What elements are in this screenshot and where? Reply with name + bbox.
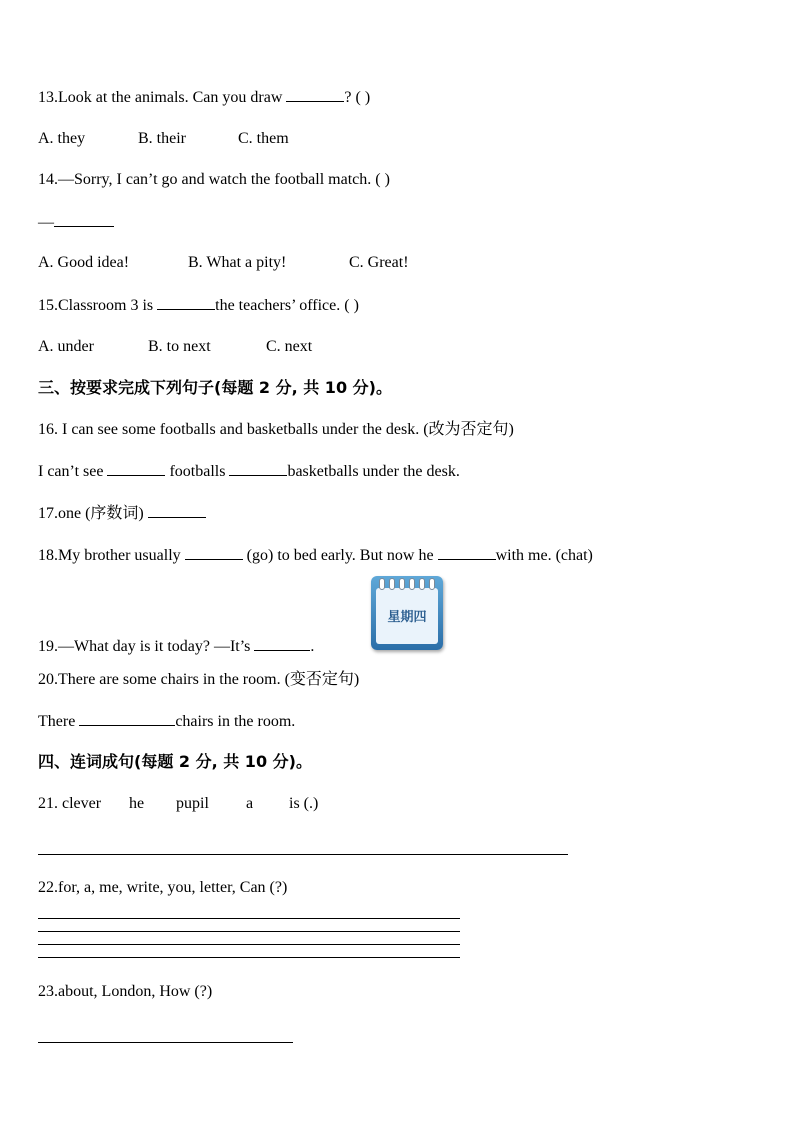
answer-line[interactable] <box>38 1042 293 1043</box>
answer-blank[interactable] <box>229 461 287 476</box>
option-b: B. their <box>138 130 186 147</box>
word-token: pupil <box>176 795 209 812</box>
answer-blank[interactable] <box>148 503 206 518</box>
question-20: 20.There are some chairs in the room. (变否定句) <box>38 671 360 688</box>
question-21: 21. clever he pupil a is (.) <box>38 795 319 812</box>
answer-blank[interactable] <box>286 87 344 102</box>
answer-blank[interactable] <box>157 295 215 310</box>
question-14-options <box>38 253 409 273</box>
question-17: 17.one (序数词) <box>38 503 206 524</box>
answer-line[interactable] <box>38 854 568 855</box>
question-13-options <box>38 129 289 149</box>
word-token: a <box>246 795 254 812</box>
option-a: A. Good idea! <box>38 254 130 271</box>
answer-blank[interactable] <box>254 636 310 651</box>
question-16-answer: I can’t see footballs basketballs under the desk. <box>38 463 460 480</box>
question-18: 18.My brother usually (go) to bed early. But now he with me. (chat) <box>38 547 593 564</box>
answer-blank[interactable] <box>107 461 165 476</box>
calendar-day-label: 星期四 <box>387 610 427 625</box>
question-15-options <box>38 337 312 357</box>
question-20-answer: There chairs in the room. <box>38 713 296 730</box>
word-token: he <box>129 795 145 812</box>
word-token: clever <box>62 795 102 812</box>
answer-blank[interactable] <box>185 545 243 560</box>
question-23: 23.about, London, How (?) <box>38 983 213 1000</box>
answer-line[interactable] <box>38 931 460 932</box>
option-c: C. next <box>266 338 313 355</box>
option-a: A. they <box>38 130 86 147</box>
option-b: B. to next <box>148 338 211 355</box>
question-14: 14.—Sorry, I can’t go and watch the football match. ( ) <box>38 171 390 188</box>
question-16: 16. I can see some footballs and basketballs under the desk. (改为否定句) <box>38 421 514 438</box>
answer-blank[interactable] <box>438 545 496 560</box>
calendar-icon <box>371 576 443 650</box>
answer-line[interactable] <box>38 918 460 919</box>
question-13: 13.Look at the animals. Can you draw ? ( ) <box>38 89 371 106</box>
option-a: A. under <box>38 338 94 355</box>
answer-blank[interactable] <box>79 711 175 726</box>
question-22: 22.for, a, me, write, you, letter, Can (?) <box>38 879 288 896</box>
question-15: 15.Classroom 3 is the teachers’ office. ( ) <box>38 297 359 314</box>
option-c: C. them <box>238 130 289 147</box>
section-3-heading: 三、按要求完成下列句子(每题 2 分, 共 10 分)。 <box>38 378 392 397</box>
option-b: B. What a pity! <box>188 254 287 271</box>
section-4-heading: 四、连词成句(每题 2 分, 共 10 分)。 <box>38 752 312 771</box>
option-c: C. Great! <box>349 254 409 271</box>
answer-line[interactable] <box>38 944 460 945</box>
answer-blank[interactable] <box>54 212 114 227</box>
question-19: 19.—What day is it today? —It’s . <box>38 638 315 655</box>
answer-line[interactable] <box>38 957 460 958</box>
question-14-reply: — <box>38 212 114 233</box>
word-token: is (.) <box>289 795 319 812</box>
